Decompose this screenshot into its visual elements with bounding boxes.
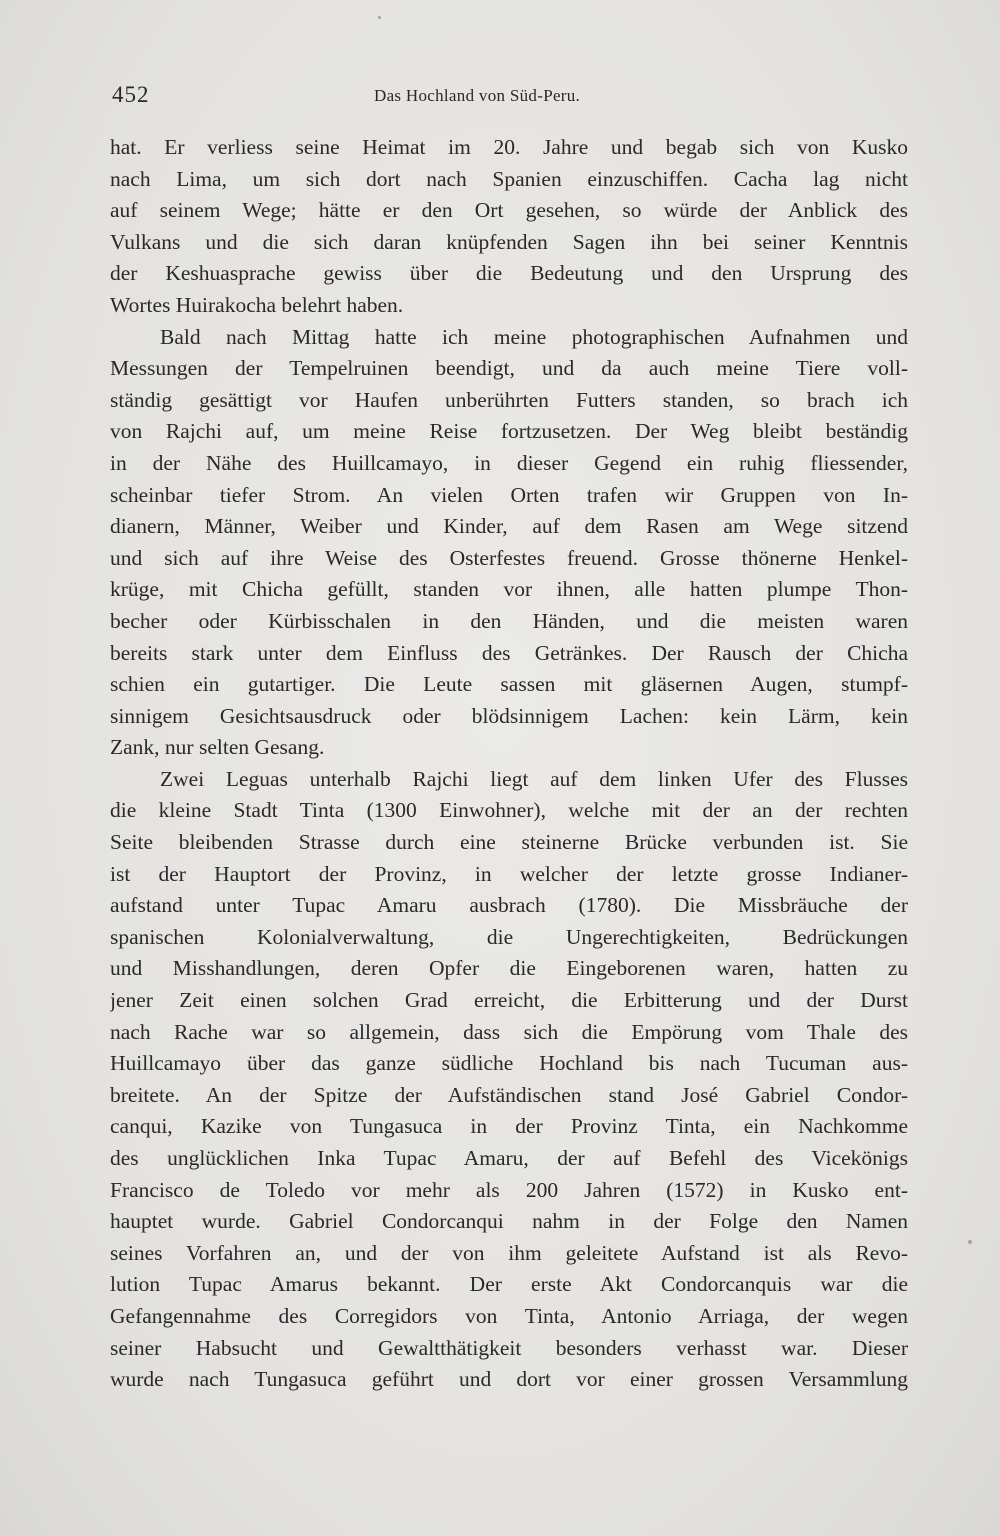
text-line: bereits stark unter dem Einfluss des Getränkes. Der Rausch der Chicha: [110, 640, 908, 665]
text-line: breitete. An der Spitze der Aufständischen stand José Gabriel Condor-: [110, 1082, 908, 1107]
text-line: spanischen Kolonialverwaltung, die Ungerechtigkeiten, Bedrückungen: [110, 924, 908, 949]
text-line: hat. Er verliess seine Heimat im 20. Jahre und begab sich von Kusko: [110, 135, 908, 159]
text-line: dianern, Männer, Weiber und Kinder, auf dem Rasen am Wege sitzend: [110, 514, 908, 539]
text-line: des unglücklichen Inka Tupac Amaru, der auf Befehl des Vicekönigs: [110, 1146, 908, 1170]
text-line: Huillcamayo über das ganze südliche Hochland bis nach Tucuman aus-: [110, 1051, 908, 1076]
text-line: aufstand unter Tupac Amaru ausbrach (1780). Die Missbräuche der: [110, 893, 908, 918]
text-line: Seite bleibenden Strasse durch eine steinerne Brücke verbunden ist. Sie: [110, 830, 908, 855]
text-line: becher oder Kürbisschalen in den Händen, und die meisten waren: [110, 608, 908, 633]
running-head: [112, 82, 664, 112]
text-line: Bald nach Mittag hatte ich meine photographischen Aufnahmen und: [160, 324, 908, 349]
text-line: Wortes Huirakocha belehrt haben.: [110, 292, 404, 317]
text-line: und sich auf ihre Weise des Osterfestes freuend. Grosse thönerne Henkel-: [110, 545, 908, 570]
text-line: canqui, Kazike von Tungasuca in der Provinz Tinta, ein Nachkomme: [110, 1114, 908, 1139]
text-line: nach Rache war so allgemein, dass sich die Empörung vom Thale des: [110, 1019, 908, 1044]
text-line: scheinbar tiefer Strom. An vielen Orten trafen wir Gruppen von In-: [110, 482, 908, 507]
text-line: Francisco de Toledo vor mehr als 200 Jahren (1572) in Kusko ent-: [110, 1177, 908, 1202]
text-line: Vulkans und die sich daran knüpfenden Sagen ihn bei seiner Kenntnis: [110, 229, 908, 254]
text-line: von Rajchi auf, um meine Reise fortzusetzen. Der Weg bleibt beständig: [110, 419, 908, 444]
text-line: jener Zeit einen solchen Grad erreicht, die Erbitterung und der Durst: [110, 988, 908, 1013]
text-line: seiner Habsucht und Gewaltthätigkeit besonders verhasst war. Dieser: [110, 1335, 908, 1360]
text-line: ist der Hauptort der Provinz, in welcher der letzte grosse Indianer-: [110, 861, 908, 886]
text-line: in der Nähe des Huillcamayo, in dieser Gegend ein ruhig fliessender,: [110, 450, 908, 475]
text-line: wurde nach Tungasuca geführt und dort vor einer grossen Versammlung: [110, 1367, 908, 1392]
text-line: hauptet wurde. Gabriel Condorcanqui nahm in der Folge den Namen: [110, 1209, 908, 1234]
text-line: lution Tupac Amarus bekannt. Der erste Akt Condorcanquis war die: [110, 1272, 908, 1297]
text-line: und Misshandlungen, deren Opfer die Eingeborenen waren, hatten zu: [110, 956, 908, 981]
text-line: seines Vorfahren an, und der von ihm geleitete Aufstand ist als Revo-: [110, 1240, 908, 1265]
text-line: Gefangennahme des Corregidors von Tinta, Antonio Arriaga, der wegen: [110, 1303, 908, 1328]
text-line: ständig gesättigt vor Haufen unberührten Futters standen, so brach ich: [110, 387, 908, 412]
text-line: auf seinem Wege; hätte er den Ort gesehen, so würde der Anblick des: [110, 198, 908, 223]
text-line: schien ein gutartiger. Die Leute sassen mit gläsernen Augen, stumpf-: [110, 672, 908, 697]
text-line: nach Lima, um sich dort nach Spanien einzuschiffen. Cacha lag nicht: [110, 166, 908, 191]
running-title: Das Hochland von Süd-Peru.: [374, 86, 581, 105]
text-line: die kleine Stadt Tinta (1300 Einwohner), welche mit der an der rechten: [110, 798, 908, 823]
paper-speck: [968, 1240, 972, 1244]
text-line: Messungen der Tempelruinen beendigt, und da auch meine Tiere voll-: [110, 356, 908, 381]
paper-speck: [378, 16, 381, 19]
text-line: Zwei Leguas unterhalb Rajchi liegt auf dem linken Ufer des Flusses: [160, 766, 908, 791]
page-number: 452: [112, 82, 150, 107]
text-line: Zank, nur selten Gesang.: [110, 735, 325, 760]
text-line: krüge, mit Chicha gefüllt, standen vor ihnen, alle hatten plumpe Thon-: [110, 577, 908, 602]
text-line: der Keshuasprache gewiss über die Bedeutung und den Ursprung des: [110, 261, 908, 286]
text-line: sinnigem Gesichtsausdruck oder blödsinnigem Lachen: kein Lärm, kein: [110, 703, 908, 728]
body-text: [110, 132, 908, 1396]
